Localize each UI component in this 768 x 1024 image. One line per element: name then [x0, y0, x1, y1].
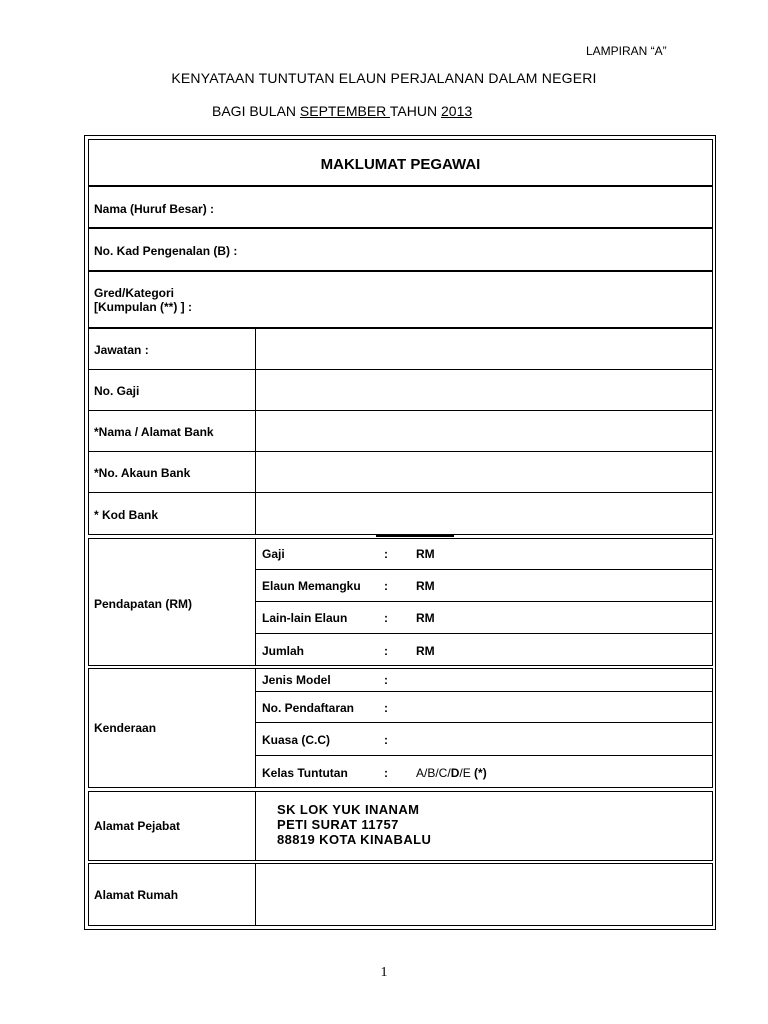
kelas-option-abc: A/B/C/	[416, 766, 451, 780]
jenis-model-label: Jenis Model	[262, 673, 331, 687]
kenderaan-label: Kenderaan	[94, 721, 157, 735]
kad-pengenalan-row[interactable]	[88, 228, 713, 271]
subtitle-year: 2013	[441, 103, 473, 119]
kuasa-label: Kuasa (C.C)	[262, 733, 331, 747]
gaji-no-label: No. Gaji	[94, 384, 140, 398]
form-title: KENYATAAN TUNTUTAN ELAUN PERJALANAN DALAM NEGERI	[171, 70, 597, 86]
subtitle-month: SEPTEMBER	[299, 103, 390, 119]
kelas-tuntutan-value	[416, 766, 487, 780]
page-number: 1	[380, 965, 388, 980]
kelas-tuntutan-label: Kelas Tuntutan	[262, 766, 348, 780]
akaun-label-cell	[88, 451, 256, 493]
rumah-field[interactable]	[255, 863, 713, 926]
gaji-no-label-cell	[88, 369, 256, 411]
pejabat-line: 88819 KOTA KINABALU	[277, 832, 432, 847]
kod-label-cell	[88, 492, 256, 535]
kod-label: * Kod Bank	[94, 508, 159, 522]
currency-label: RM	[416, 611, 435, 625]
section-title: MAKLUMAT PEGAWAI	[320, 156, 481, 173]
jawatan-label-cell	[88, 328, 256, 370]
kelas-option-d: D	[450, 766, 460, 780]
pendapatan-lain-elaun-label: Lain-lain Elaun	[262, 611, 348, 625]
kenderaan-row[interactable]	[255, 691, 713, 723]
pendapatan-jumlah-label: Jumlah	[262, 644, 305, 658]
jawatan-field[interactable]	[255, 328, 713, 370]
colon: :	[384, 644, 388, 658]
pejabat-label-cell	[88, 791, 256, 861]
pejabat-line: PETI SURAT 11757	[277, 817, 399, 832]
kod-field[interactable]	[255, 492, 713, 535]
colon: :	[384, 673, 388, 687]
kelas-note: (*)	[474, 766, 487, 780]
pendapatan-label: Pendapatan (RM)	[94, 597, 193, 611]
akaun-label: *No. Akaun Bank	[94, 466, 191, 480]
pendapatan-row[interactable]	[255, 633, 713, 666]
gred-row[interactable]	[88, 271, 713, 328]
currency-label: RM	[416, 579, 435, 593]
pejabat-label: Alamat Pejabat	[94, 819, 181, 833]
jawatan-label: Jawatan :	[94, 343, 149, 357]
subtitle-prefix: BAGI BULAN	[212, 103, 300, 119]
gaji-no-field[interactable]	[255, 369, 713, 411]
bank-label-cell	[88, 410, 256, 452]
bank-field[interactable]	[255, 410, 713, 452]
kenderaan-row[interactable]	[255, 722, 713, 756]
pendapatan-label-cell	[88, 538, 256, 666]
lampiran-label: LAMPIRAN “A”	[586, 44, 667, 58]
nama-label: Nama (Huruf Besar) :	[94, 202, 215, 216]
form-subtitle	[212, 103, 472, 119]
nama-row[interactable]	[88, 186, 713, 228]
divider-line	[376, 535, 454, 537]
colon: :	[384, 733, 388, 747]
pejabat-address	[277, 802, 431, 847]
colon: :	[384, 766, 388, 780]
pendapatan-row[interactable]	[255, 601, 713, 634]
pendapatan-row[interactable]	[255, 569, 713, 602]
pendapatan-elaun-memangku-label: Elaun Memangku	[262, 579, 361, 593]
colon: :	[384, 701, 388, 715]
pendapatan-row[interactable]	[255, 538, 713, 570]
subtitle-mid: TAHUN	[389, 103, 441, 119]
gred-label-line2: [Kumpulan (**) ] :	[94, 300, 192, 314]
pendapatan-gaji-label: Gaji	[262, 547, 285, 561]
rumah-label: Alamat Rumah	[94, 888, 179, 902]
colon: :	[384, 611, 388, 625]
bank-label: *Nama / Alamat Bank	[94, 425, 214, 439]
colon: :	[384, 579, 388, 593]
kenderaan-label-cell	[88, 668, 256, 788]
kad-label: No. Kad Pengenalan (B) :	[94, 244, 238, 258]
kelas-option-e: /E	[459, 766, 475, 780]
pejabat-line: SK LOK YUK INANAM	[277, 802, 420, 817]
section-header	[88, 139, 713, 186]
currency-label: RM	[416, 644, 435, 658]
kenderaan-row[interactable]	[255, 755, 713, 788]
colon: :	[384, 547, 388, 561]
rumah-label-cell	[88, 863, 256, 926]
no-pendaftaran-label: No. Pendaftaran	[262, 701, 355, 715]
gred-label-line1: Gred/Kategori	[94, 286, 175, 300]
currency-label: RM	[416, 547, 435, 561]
kenderaan-row[interactable]	[255, 668, 713, 692]
akaun-field[interactable]	[255, 451, 713, 493]
